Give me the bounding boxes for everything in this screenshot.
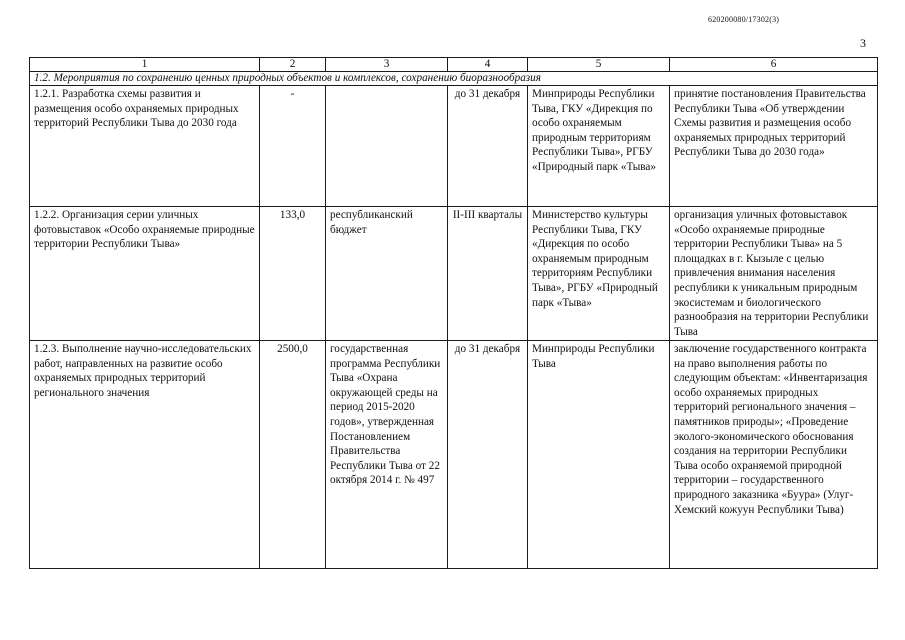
deadline: до 31 декабря	[448, 341, 528, 569]
expected-result: принятие постановления Правительства Республики Тыва «Об утверждении Схемы развития и размещения особо охраняемых природных территорий Республики Тыва до 2030 года»	[670, 86, 878, 207]
column-number: 3	[326, 58, 448, 72]
measure-name: 1.2.2. Организация серии уличных фотовыставок «Особо охраняемые природные территории Республики Тыва»	[30, 207, 260, 341]
column-number: 1	[30, 58, 260, 72]
table-row	[30, 207, 878, 341]
column-number: 4	[448, 58, 528, 72]
page-number: 3	[860, 36, 866, 50]
column-number: 5	[528, 58, 670, 72]
funding-source: государственная программа Республики Тыва «Охрана окружающей среды на период 2015-2020 годов», утвержденная Постановлением Правительства Республики Тыва от 22 октября 2014 г. № 497	[326, 341, 448, 569]
measure-name: 1.2.3. Выполнение научно-исследовательских работ, направленных на развитие особо охраняемых природных территорий регионального значения	[30, 341, 260, 569]
deadline: до 31 декабря	[448, 86, 528, 207]
section-title: 1.2. Мероприятия по сохранению ценных природных объектов и комплексов, сохранению биоразнообразия	[30, 72, 878, 86]
expected-result: организация уличных фотовыставок «Особо охраняемые природные территории Республики Тыва» на 5 площадках в г. Кызыле с целью привлечения внимания населения республики к уникальным природным экосистемам и биологического разнообразия на территории Республики Тыва	[670, 207, 878, 341]
column-number-row	[30, 58, 878, 72]
responsible: Минприроды Республики Тыва	[528, 341, 670, 569]
funding-amount: 2500,0	[260, 341, 326, 569]
responsible: Минприроды Республики Тыва, ГКУ «Дирекция по особо охраняемым природным территориям Республики Тыва», РГБУ «Природный парк «Тыва»	[528, 86, 670, 207]
table-row	[30, 86, 878, 207]
funding-amount: -	[260, 86, 326, 207]
responsible: Министерство культуры Республики Тыва, ГКУ «Дирекция по особо охраняемым природным территориям Республики Тыва», РГБУ «Природный парк «Тыва»	[528, 207, 670, 341]
funding-source	[326, 86, 448, 207]
section-row	[30, 72, 878, 86]
document-code: 620200080/17302(3)	[708, 15, 780, 24]
funding-source: республиканский бюджет	[326, 207, 448, 341]
deadline: II-III кварталы	[448, 207, 528, 341]
table-row	[30, 341, 878, 569]
funding-amount: 133,0	[260, 207, 326, 341]
expected-result: заключение государственного контракта на право выполнения работы по следующим объектам: «Инвентаризация особо охраняемых природных территорий регионального значения – памятников природы»; «Проведение эколого-экономического обоснования создания на территории Республики Тыва особо охраняемой природной территории – государственного природного заказника «Буура» (Улуг-Хемский кожуун Республики Тыва)	[670, 341, 878, 569]
measure-name: 1.2.1. Разработка схемы развития и размещения особо охраняемых природных территорий Республики Тыва до 2030 года	[30, 86, 260, 207]
measures-table	[29, 57, 878, 569]
column-number: 6	[670, 58, 878, 72]
column-number: 2	[260, 58, 326, 72]
